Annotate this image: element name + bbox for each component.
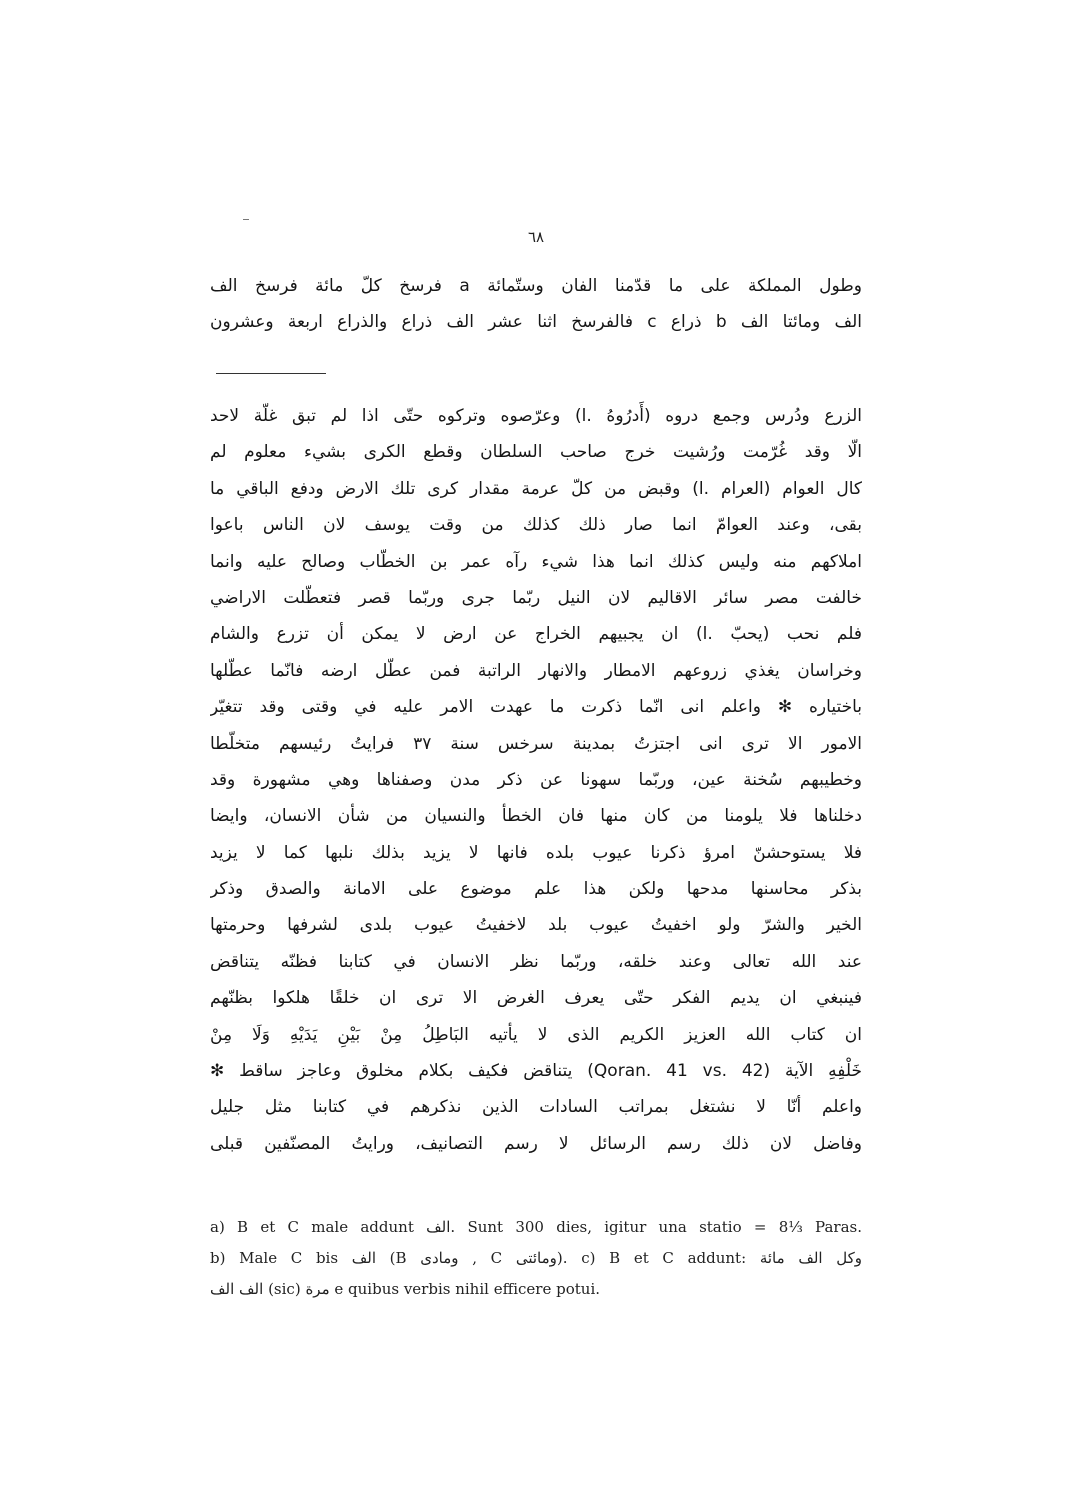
commentary-line: وفاضل لان ذلك رسم الرسائل لا رسم التصانيف، ورايتُ المصنّفين قبلى [210, 1133, 862, 1154]
commentary-line: بذكر محاسنها مدحها ولكن هذا علم موضوع على الامانة والصدق وذكر [210, 879, 862, 900]
commentary-line: فينبغي ان يديم الفكر حتّى يعرف الغرض الا ترى ان خلقًا هلكوا بظنّهم [210, 988, 862, 1009]
commentary-line: الامور الا ترى انى اجتزتُ بمدينة سرخس سنة ٣٧ فرايتُ رئيسهم متخلّطا [210, 733, 862, 754]
commentary-line: وخراسان يغذي زروعهم الامطار والانهار الراتبة فمن عطّل ارضه فانّما عطّلها [210, 660, 862, 681]
stray-ink-mark [243, 219, 249, 220]
commentary-line: خَلْفِهِ الآية (Qoran. 41 vs. 42) يتناقض فكيف بكلام مخلوق وعاجز ساقط ✻ [210, 1061, 862, 1082]
commentary-line: فلم نحب (يحبّ .l) ان يجبيهم الخراج عن ارض لا يمكن أن تزرع والشام [210, 624, 862, 645]
footnotes [210, 1212, 862, 1305]
separator-rule [216, 373, 326, 374]
commentary-line: بقى، وعند العوامّ انما صار ذلك كذلك من وقت يوسف لان الناس باعوا [210, 515, 862, 536]
footnote-line: a) B et C male addunt الف. Sunt 300 dies, igitur una statio = 8⅓ Paras. [210, 1218, 862, 1236]
commentary-line: ان كتاب الله العزيز الكريم الذى لا يأتيه البَاطِلُ مِنْ بَيْنِ يَدَيْهِ وَلَا مِنْ [210, 1024, 862, 1045]
commentary-line: كال العوام (العرام .l) وقبض من كلّ عرمة مقدار كرى تلك الارض ودفع الباقي ما [210, 478, 862, 499]
commentary-line: الزرع ودُرس وجمع دروه (أَدرُوهُ .l) وعرّصوه وتركوه حتّى اذا لم تبق غلّة لاحد [210, 406, 862, 426]
commentary-line: املاكهم منه وليس كذلك انما هذا شيء رآه عمر بن الخطّاب وصالح عليه وانما [210, 551, 862, 572]
commentary-line: باختياره ✻ واعلم انى انّما ذكرت ما عهدت الامر عليه في وقتى وقد تتغيّر [210, 697, 862, 718]
commentary-line: عند الله تعالى وعند خلقه، وربّما نظر الانسان في كتابنا فظنّه يتناقض [210, 951, 862, 972]
commentary-line: واعلم أنّا لا نشتغل بمراتب السادات الذين نذكرهم في كتابنا مثل جليل [210, 1097, 862, 1118]
commentary-line: الّا وقد غُرّمت ورُشيت خرج صاحب السلطان وقطع الكرى بشيء معلوم لم [210, 442, 862, 463]
commentary-line: الخير والشرّ ولو اخفيتُ عيوب بلد لاخفيتُ عيوب بلدى لشرفها وحرمتها [210, 915, 862, 936]
commentary-line: خالفت مصر سائر الاقاليم لان النيل ربّما جرى وربّما قصر فتعطّلت الاراضي [210, 587, 862, 608]
commentary-line: دخلناها فلا يلومنا من كان منها فان الخطأ والنسيان من شأن الانسان، وايضا [210, 806, 862, 827]
commentary-line: فلا يستوحشنّ امرؤ ذكرنا عيوب بلده فانها لا يزيد بذلك نلبها كما لا يزيد [210, 842, 862, 863]
commentary-line: وخطيبهم سُخنة عين، وربّما سهونا عن ذكر مدن وصفناها وهي مشهورة وقد [210, 769, 862, 790]
commentary-text [210, 398, 862, 1162]
main-text-line: وطول المملكة على ما قدّمنا الفان وستّمائة a فرسخ كلّ مائة فرسخ الف [210, 276, 862, 296]
footnote-line: الف الف (sic) مرة e quibus verbis nihil efficere potui. [210, 1280, 601, 1298]
footnote-line: b) Male C bis الف (B ومادى , C ومائتى). c) B et C addunt: وكل الف مائة [210, 1249, 862, 1267]
main-text [210, 268, 862, 340]
main-text-line: الف ومائتا الف b ذراع c فالفرسخ اثنا عشر الف ذراع والذراع اربعة وعشرون [210, 312, 862, 332]
page-number: ٦٨ [527, 228, 545, 246]
